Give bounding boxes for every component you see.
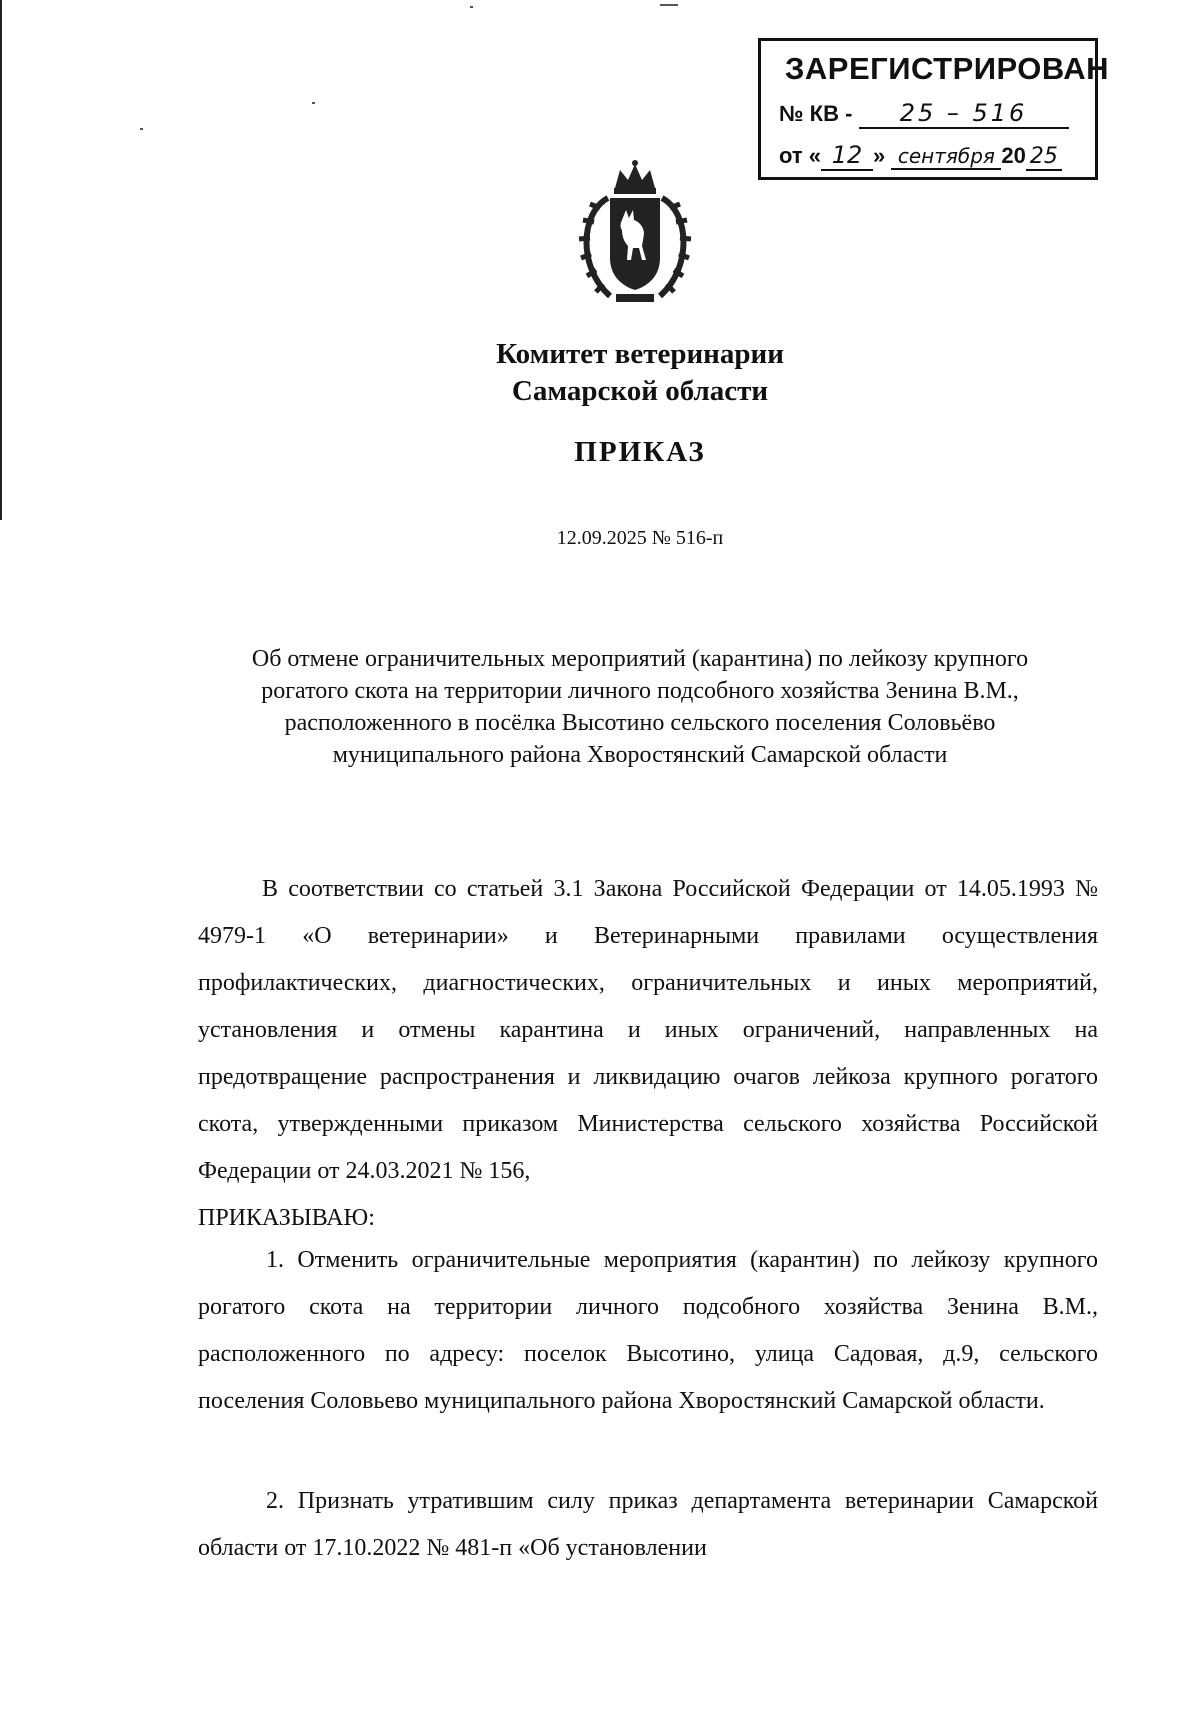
scan-speck <box>470 6 473 8</box>
subject-line: расположенного в посёлка Высотино сельского поселения Соловьёво <box>284 710 996 736</box>
scan-speck <box>140 128 143 130</box>
org-line-1: Комитет ветеринарии <box>496 338 784 370</box>
stamp-date-day: 12 <box>821 141 873 171</box>
stamp-date-month: сентября <box>891 144 1001 170</box>
stamp-date-mid: » <box>873 143 886 168</box>
order-word: ПРИКАЗЫВАЮ: <box>198 1205 375 1231</box>
preamble-paragraph <box>198 866 1098 1242</box>
org-line-2: Самарской области <box>511 375 769 407</box>
document-subject <box>0 643 1200 771</box>
stamp-year-prefix: 20 <box>1001 143 1026 168</box>
stamp-number-label: № КВ - <box>779 101 853 126</box>
stamp-date-prefix: от « <box>779 143 822 168</box>
subject-line: муниципального района Хворостянский Самарской области <box>332 742 948 768</box>
order-item-1: 1. Отменить ограничительные мероприятия (карантин) по лейкозу крупного рогатого скота на территории личного подсобного хозяйства Зенина В.М., расположенного по адресу: поселок Высотино, улица Садовая, д.9, сельского поселения Соловьево муниципального района Хворостянский Самарской области. <box>198 1247 1098 1414</box>
stamp-number-value: 25 – 516 <box>859 99 1069 129</box>
document-type: ПРИКАЗ <box>574 436 706 468</box>
stamp-year-suffix: 25 <box>1026 144 1062 171</box>
scan-speck <box>660 4 678 6</box>
registration-stamp <box>758 38 1110 180</box>
preamble-text: В соответствии со статьей 3.1 Закона Российской Федерации от 14.05.1993 № 4979-1 «О ветеринарии» и Ветеринарными правилами осуществления профилактических, диагностических, ограничительных и иных мероприятий, установления и отмены карантина и иных ограничений, направленных на предотвращение распространения и ликвидацию очагов лейкоза крупного рогатого скота, утвержденными приказом Министерства сельского хозяйства Российской Федерации от 24.03.2021 № 156, <box>198 876 1098 1184</box>
order-item-2: 2. Признать утратившим силу приказ департамента ветеринарии Самарской области от 17.10.2022 № 481-п «Об установлении <box>198 1488 1098 1561</box>
stamp-number-row <box>779 99 1069 129</box>
samara-coat-of-arms-icon <box>570 158 700 308</box>
organization-name <box>0 336 1200 410</box>
document-number: 12.09.2025 № 516-п <box>556 527 724 549</box>
scan-speck <box>312 102 315 104</box>
subject-line: Об отмене ограничительных мероприятий (карантина) по лейкозу крупного <box>251 646 1029 672</box>
subject-line: рогатого скота на территории личного подсобного хозяйства Зенина В.М., <box>261 678 1019 704</box>
stamp-title: ЗАРЕГИСТРИРОВАН <box>785 51 1110 86</box>
stamp-date-row <box>779 141 1062 171</box>
